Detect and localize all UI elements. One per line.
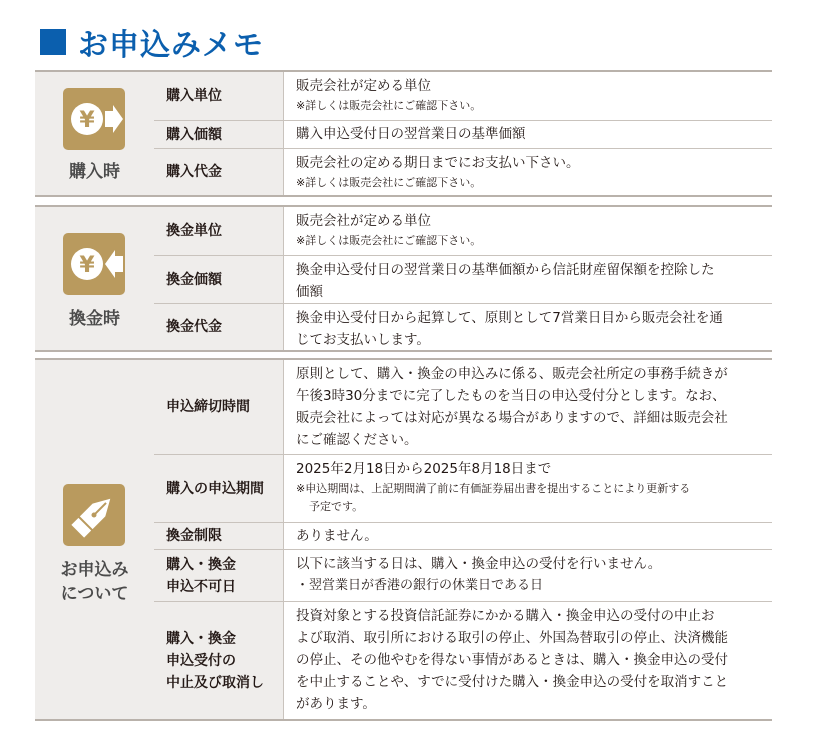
row-content	[284, 207, 772, 255]
section-side-redemption	[35, 207, 155, 350]
table-row	[154, 121, 772, 149]
row-text-line: の停止、その他やむを得ない事情があるときは、購入・換金申込の受付	[296, 652, 728, 668]
table-row	[154, 72, 772, 121]
row-heading	[154, 602, 284, 719]
row-heading: 購入価額	[154, 121, 284, 148]
row-heading: 購入代金	[154, 149, 284, 195]
page-title: お申込みメモ	[78, 28, 264, 63]
row-heading-line: 申込不可日	[166, 578, 236, 595]
section-divider	[35, 350, 772, 352]
row-note: ※詳しくは販売会社にご確認下さい。	[296, 99, 482, 112]
row-heading-line: 申込受付の	[166, 652, 236, 669]
row-text-line: 換金申込受付日から起算して、原則として7営業日目から販売会社を通	[296, 310, 723, 326]
row-text: 販売会社が定める単位	[296, 213, 431, 229]
row-text: ありません。	[296, 528, 378, 544]
table-row	[154, 256, 772, 304]
row-content	[284, 455, 772, 522]
section-label	[35, 558, 154, 606]
row-heading: 換金単位	[154, 207, 284, 255]
row-text-line: ・翌営業日が香港の銀行の休業日である日	[296, 578, 544, 593]
row-text: 2025年2月18日から2025年8月18日まで	[296, 461, 552, 477]
row-heading: 換金価額	[154, 256, 284, 303]
section-side-purchase	[35, 72, 155, 195]
row-content	[284, 360, 772, 454]
row-heading: 換金制限	[154, 523, 284, 549]
section-divider	[35, 719, 772, 721]
row-text-line: 換金申込受付日の翌営業日の基準価額から信託財産留保額を控除した	[296, 262, 715, 278]
row-content	[284, 72, 772, 120]
row-heading: 換金代金	[154, 304, 284, 350]
section-label: 換金時	[69, 309, 120, 329]
row-note-line: ※申込期間は、上記期間満了前に有価証券届出書を提出することにより更新する	[296, 482, 691, 495]
row-content	[284, 256, 772, 303]
row-text-line: 原則として、購入・換金の申込みに係る、販売会社所定の事務手続きが	[296, 366, 728, 382]
section-label: 購入時	[69, 162, 120, 182]
table-row	[154, 550, 772, 602]
section-divider	[35, 195, 772, 197]
row-text-line: よび取消、取引所における取引の停止、外国為替取引の停止、決済機能	[296, 630, 728, 646]
yen-arrow-left-icon	[63, 233, 125, 295]
section-redemption	[35, 205, 772, 352]
row-heading: 申込締切時間	[154, 360, 284, 454]
table-row	[154, 360, 772, 455]
row-content	[284, 149, 772, 195]
row-heading-line: 中止及び取消し	[166, 674, 264, 691]
svg-text:¥: ¥	[79, 108, 95, 133]
section-side-application	[35, 360, 155, 719]
row-text-line: 販売会社によっては対応が異なる場合がありますので、詳細は販売会社	[296, 410, 728, 426]
row-text-line: じてお支払いします。	[296, 332, 430, 348]
row-note: ※詳しくは販売会社にご確認下さい。	[296, 176, 482, 189]
table-row	[154, 523, 772, 550]
svg-text:¥: ¥	[79, 253, 95, 278]
row-text: 販売会社が定める単位	[296, 78, 431, 94]
title-marker	[40, 29, 66, 55]
row-text: 購入申込受付日の翌営業日の基準価額	[296, 126, 526, 142]
row-heading: 購入単位	[154, 72, 284, 120]
row-content	[284, 602, 772, 719]
row-content	[284, 550, 772, 601]
table-row	[154, 304, 772, 350]
row-text: 販売会社の定める期日までにお支払い下さい。	[296, 155, 580, 171]
table-row	[154, 207, 772, 256]
row-text-line: 価額	[296, 284, 323, 300]
row-text-line: があります。	[296, 696, 376, 712]
section-label-line: について	[60, 584, 129, 604]
fountain-pen-icon	[63, 484, 125, 546]
table-row	[154, 149, 772, 195]
table-row	[154, 455, 772, 523]
row-text-line: 投資対象とする投資信託証券にかかる購入・換金申込の受付の中止お	[296, 608, 715, 624]
row-content	[284, 523, 772, 549]
row-heading-line: 購入・換金	[166, 630, 236, 647]
section-application	[35, 358, 772, 721]
row-note: ※詳しくは販売会社にご確認下さい。	[296, 234, 482, 247]
table-row	[154, 602, 772, 719]
row-heading	[154, 550, 284, 601]
row-content	[284, 121, 772, 148]
yen-arrow-right-icon	[63, 88, 125, 150]
row-text-line: 以下に該当する日は、購入・換金申込の受付を行いません。	[296, 556, 662, 572]
row-text-line: にご確認ください。	[296, 432, 418, 448]
row-heading: 購入の申込期間	[154, 455, 284, 522]
section-label-line: お申込み	[60, 560, 129, 580]
section-purchase	[35, 70, 772, 197]
row-heading-line: 購入・換金	[166, 556, 236, 573]
row-text-line: を中止することや、すでに受付けた購入・換金申込の受付を取消すこと	[296, 674, 729, 690]
row-content	[284, 304, 772, 350]
page-title-block	[40, 24, 264, 63]
row-text-line: 午後3時30分までに完了したものを当日の申込受付分とします。なお、	[296, 388, 726, 404]
row-note-line: 予定です。	[309, 500, 364, 513]
